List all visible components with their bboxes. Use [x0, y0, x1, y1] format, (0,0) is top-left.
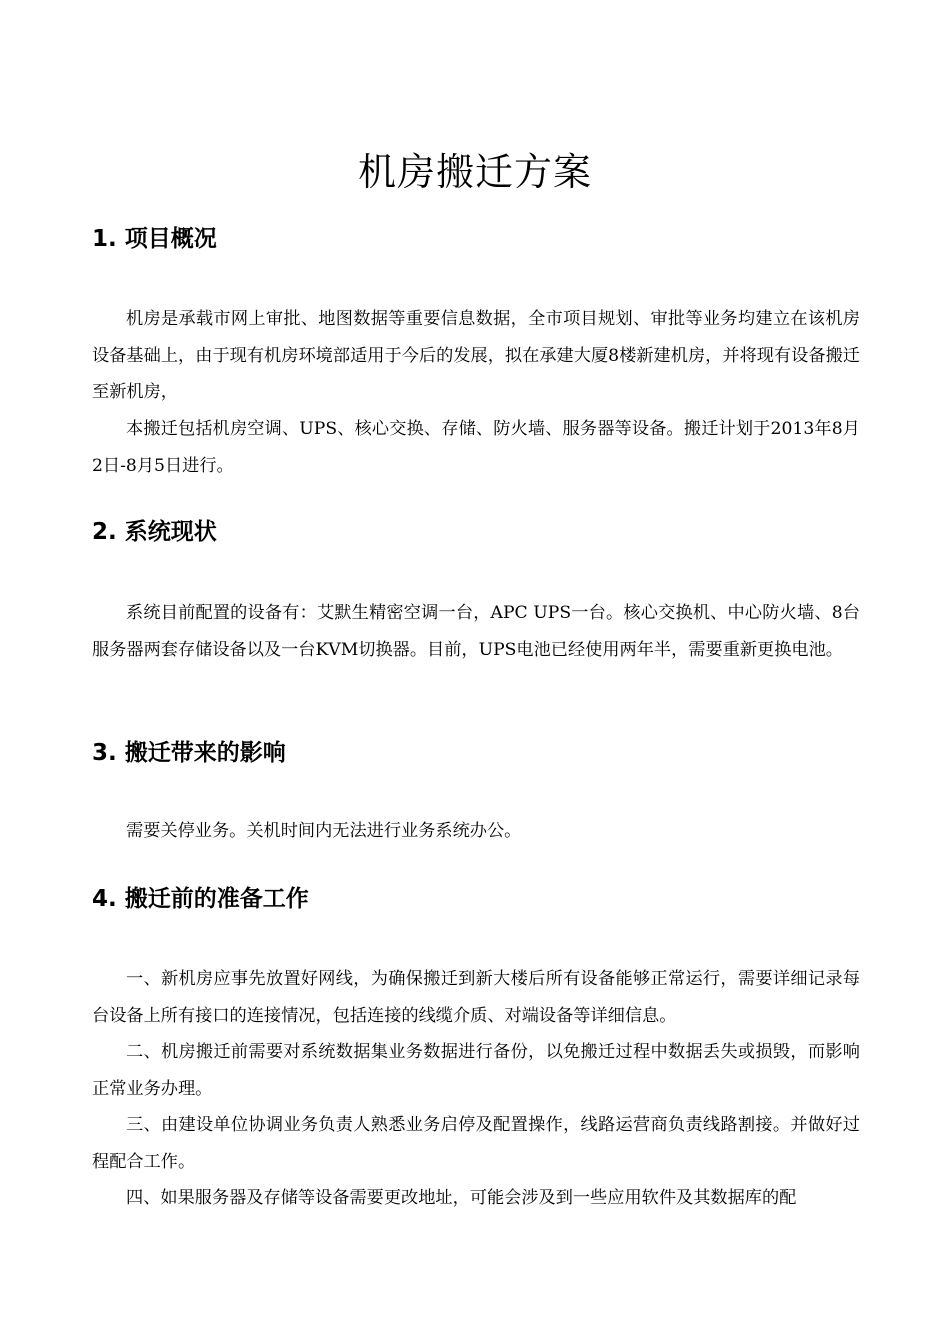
section-heading-current-status [92, 517, 217, 547]
section-heading-overview [92, 224, 217, 254]
section-title: 搬迁带来的影响 [124, 740, 286, 766]
section-number: 1. [92, 226, 117, 252]
section-heading-preparation [92, 884, 309, 914]
paragraph: 本搬迁包括机房空调、UPS、核心交换、存储、防火墙、服务器等设备。搬迁计划于2013年8月2日-8月5日进行。 [92, 419, 860, 476]
paragraph: 需要关停业务。关机时间内无法进行业务系统办公。 [126, 821, 522, 841]
paragraph: 一、新机房应事先放置好网线，为确保搬迁到新大楼后所有设备能够正常运行，需要详细记录每台设备上所有接口的连接情况，包括连接的线缆介质、对端设备等详细信息。 [92, 969, 860, 1026]
paragraph: 机房是承载市网上审批、地图数据等重要信息数据，全市项目规划、审批等业务均建立在该机房设备基础上，由于现有机房环境部适用于今后的发展，拟在承建大厦8楼新建机房，并将现有设备搬迁至新机房， [92, 309, 860, 402]
paragraph: 二、机房搬迁前需要对系统数据集业务数据进行备份，以免搬迁过程中数据丢失或损毁，而影响正常业务办理。 [92, 1042, 860, 1099]
paragraph: 三、由建设单位协调业务负责人熟悉业务启停及配置操作，线路运营商负责线路割接。并做好过程配合工作。 [92, 1115, 860, 1172]
section-number: 4. [92, 886, 117, 912]
section-number: 3. [92, 740, 117, 766]
section-title: 项目概况 [124, 226, 217, 252]
section-title: 系统现状 [124, 519, 217, 545]
section-title: 搬迁前的准备工作 [124, 886, 309, 912]
document-title: 机房搬迁方案 [357, 150, 592, 194]
paragraph: 系统目前配置的设备有：艾默生精密空调一台，APC UPS一台。核心交换机、中心防火墙、8台服务器两套存储设备以及一台KVM切换器。目前，UPS电池已经使用两年半，需要重新更换电池。 [92, 603, 860, 660]
paragraph: 四、如果服务器及存储等设备需要更改地址，可能会涉及到一些应用软件及其数据库的配 [126, 1188, 797, 1208]
section-number: 2. [92, 519, 117, 545]
section-heading-impact [92, 738, 286, 768]
